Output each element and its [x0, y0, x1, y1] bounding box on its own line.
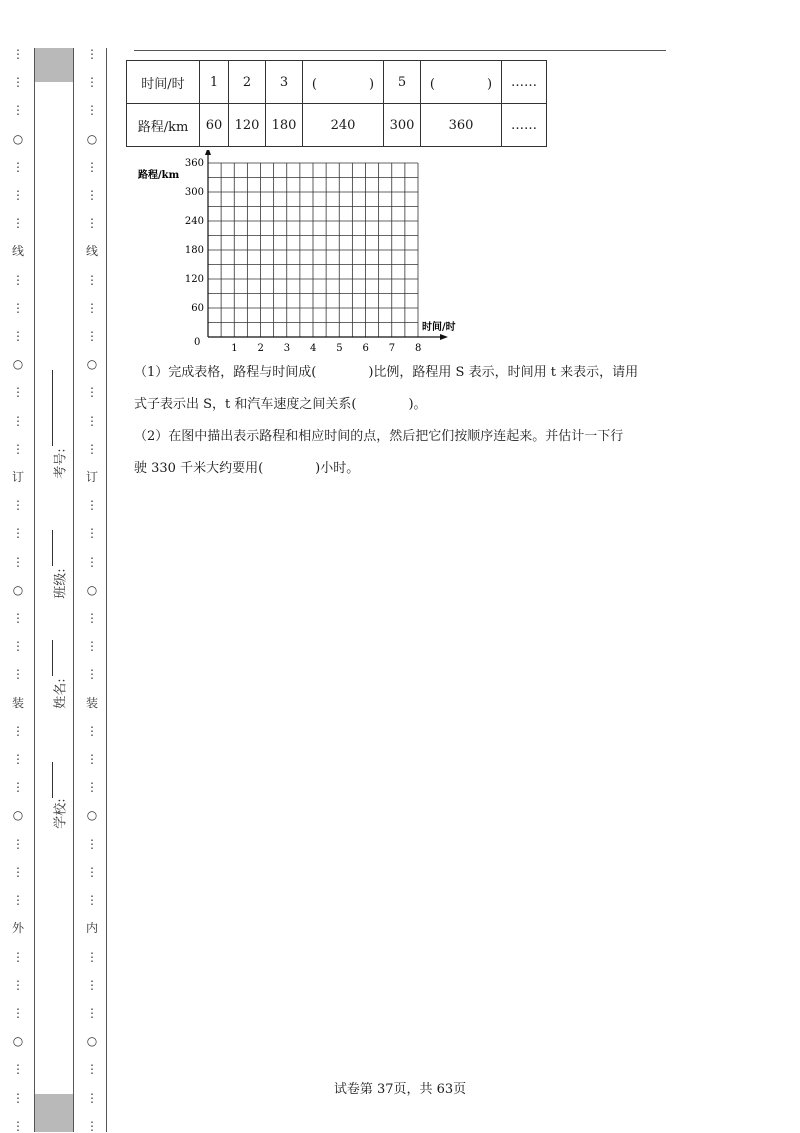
margin-dot: ⋮	[86, 413, 98, 428]
inner-margin-mark: ○	[86, 582, 98, 597]
name-blank[interactable]	[52, 640, 53, 676]
y-tick-label: 240	[184, 216, 204, 227]
margin-dot: ⋮	[86, 216, 98, 231]
exam-number-label: 考号:	[53, 448, 69, 479]
y-tick-label: 120	[184, 274, 204, 285]
margin-dot: ⋮	[86, 639, 98, 654]
x-tick-label: 4	[310, 343, 317, 354]
margin-dot: ⋮	[12, 441, 24, 456]
margin-dot: ⋮	[12, 977, 24, 992]
margin-dot: ⋮	[12, 1005, 24, 1020]
origin-label: 0	[194, 337, 201, 348]
margin-dot: ⋮	[12, 75, 24, 90]
margin-dot: ⋮	[12, 159, 24, 174]
outer-margin-mark: 外	[11, 921, 24, 936]
class-label: 班级:	[53, 568, 69, 599]
margin-dot: ⋮	[12, 780, 24, 795]
school-blank[interactable]	[52, 762, 53, 798]
margin-dot: ⋮	[12, 639, 24, 654]
outer-margin-mark: ○	[12, 582, 24, 597]
table-cell: 3	[266, 61, 303, 104]
inner-binding-margin	[82, 48, 102, 1132]
name-field[interactable]	[36, 650, 70, 730]
gray-block-top	[35, 48, 73, 82]
margin-dot: ⋮	[12, 554, 24, 569]
margin-dot: ⋮	[86, 780, 98, 795]
outer-margin-mark: 订	[11, 470, 24, 485]
table-cell: 300	[384, 104, 421, 147]
margin-dot: ⋮	[86, 1005, 98, 1020]
y-tick-label: 300	[184, 187, 204, 198]
margin-dot: ⋮	[86, 1062, 98, 1077]
x-axis-arrow	[440, 334, 448, 340]
outer-margin-mark: ○	[12, 808, 24, 823]
outer-binding-margin	[8, 48, 28, 1132]
margin-dot: ⋮	[86, 441, 98, 456]
x-tick-label: 3	[283, 343, 291, 354]
x-tick-label: 6	[362, 343, 369, 354]
x-tick-label: 5	[336, 343, 343, 354]
margin-dot: ⋮	[12, 752, 24, 767]
inner-margin-mark: ○	[86, 1034, 98, 1049]
margin-dot: ⋮	[86, 611, 98, 626]
margin-dot: ⋮	[86, 836, 98, 851]
margin-dot: ⋮	[86, 498, 98, 513]
x-tick-label: 1	[231, 343, 238, 354]
margin-dot: ⋮	[12, 413, 24, 428]
margin-dot: ⋮	[86, 949, 98, 964]
table-cell: 5	[384, 61, 421, 104]
table-cell: ……	[502, 104, 547, 147]
margin-dot: ⋮	[12, 272, 24, 287]
margin-dot: ⋮	[12, 300, 24, 315]
margin-dot: ⋮	[12, 893, 24, 908]
margin-dot: ⋮	[86, 1118, 98, 1133]
margin-dot: ⋮	[86, 977, 98, 992]
margin-dot: ⋮	[86, 526, 98, 541]
inner-dot-column	[82, 48, 102, 1132]
y-tick-label: 60	[191, 303, 204, 314]
margin-dot: ⋮	[86, 893, 98, 908]
y-axis-arrow	[205, 150, 211, 155]
margin-dot: ⋮	[86, 667, 98, 682]
question-2-line-2: 驶 330 千米大约要用( )小时。	[134, 461, 360, 476]
gray-block-bottom	[35, 1094, 73, 1132]
outer-margin-mark: ○	[12, 131, 24, 146]
margin-dot: ⋮	[12, 216, 24, 231]
margin-dot: ⋮	[86, 159, 98, 174]
name-label: 姓名:	[53, 678, 69, 709]
table-cell: 360	[421, 104, 502, 147]
margin-dot: ⋮	[12, 526, 24, 541]
margin-dot: ⋮	[12, 1062, 24, 1077]
margin-dot: ⋮	[86, 75, 98, 90]
margin-dot: ⋮	[86, 188, 98, 203]
margin-dot: ⋮	[86, 385, 98, 400]
margin-dot: ⋮	[12, 836, 24, 851]
inner-margin-mark: ○	[86, 808, 98, 823]
margin-dot: ⋮	[12, 103, 24, 118]
table-cell: 240	[303, 104, 384, 147]
question-1-line-2: 式子表示出 S，t 和汽车速度之间关系( )。	[134, 397, 427, 412]
margin-dot: ⋮	[12, 864, 24, 879]
margin-dot: ⋮	[12, 385, 24, 400]
outer-margin-mark: 线	[11, 244, 24, 259]
y-axis-label: 路程/km	[138, 170, 180, 181]
question-2-line-1: （2）在图中描出表示路程和相应时间的点，然后把它们按顺序连起来。并估计一下行	[134, 429, 624, 444]
margin-dot: ⋮	[86, 103, 98, 118]
question-1-line-1: （1）完成表格，路程与时间成( )比例，路程用 S 表示，时间用 t 来表示，请用	[134, 365, 639, 380]
margin-dot: ⋮	[86, 1090, 98, 1105]
inner-margin-mark: 装	[85, 695, 98, 710]
margin-dot: ⋮	[12, 329, 24, 344]
inner-margin-mark: ○	[86, 357, 98, 372]
exam-number-field[interactable]	[36, 420, 70, 500]
margin-dot: ⋮	[12, 949, 24, 964]
y-tick-label: 360	[184, 158, 204, 169]
margin-dot: ⋮	[86, 723, 98, 738]
outer-margin-mark: ○	[12, 357, 24, 372]
x-tick-label: 8	[415, 343, 422, 354]
x-axis-label: 时间/时	[422, 322, 456, 333]
page-footer: 试卷第 37页，共 63页	[333, 1082, 467, 1097]
margin-rule	[106, 48, 107, 1132]
margin-dot: ⋮	[86, 300, 98, 315]
distance-time-grid[interactable]	[130, 150, 470, 355]
grid-lines	[208, 163, 418, 337]
table-blank-cell[interactable]: ( )	[303, 61, 384, 104]
margin-dot: ⋮	[86, 752, 98, 767]
margin-dot: ⋮	[86, 864, 98, 879]
inner-margin-mark: 内	[85, 921, 98, 936]
margin-dot: ⋮	[86, 329, 98, 344]
tick-labels	[185, 158, 421, 354]
margin-dot: ⋮	[12, 723, 24, 738]
margin-dot: ⋮	[12, 1118, 24, 1133]
margin-dot: ⋮	[86, 272, 98, 287]
header-rule	[134, 50, 666, 51]
table-cell: 60	[200, 104, 229, 147]
x-tick-label: 2	[257, 343, 264, 354]
school-field[interactable]	[36, 770, 70, 850]
table-cell: 180	[266, 104, 303, 147]
exam-number-blank[interactable]	[52, 370, 53, 446]
margin-dot: ⋮	[12, 667, 24, 682]
outer-margin-mark: 装	[11, 695, 24, 710]
school-label: 学校:	[53, 798, 69, 829]
margin-dot: ⋮	[12, 47, 24, 61]
y-tick-label: 180	[184, 245, 204, 256]
table-header-distance: 路程/km	[127, 104, 200, 147]
margin-dot: ⋮	[12, 1090, 24, 1105]
x-tick-label: 7	[388, 343, 396, 354]
class-blank[interactable]	[52, 530, 53, 566]
margin-dot: ⋮	[12, 611, 24, 626]
student-info	[36, 330, 70, 850]
inner-margin-mark: ○	[86, 131, 98, 146]
margin-dot: ⋮	[12, 498, 24, 513]
table-blank-cell[interactable]: ( )	[421, 61, 502, 104]
outer-dot-column	[8, 48, 28, 1132]
table-cell: 1	[200, 61, 229, 104]
table-cell: 120	[229, 104, 266, 147]
table-header-time: 时间/时	[127, 61, 200, 104]
margin-dot: ⋮	[12, 188, 24, 203]
table-row-distance	[127, 104, 547, 147]
table-row-time	[127, 61, 547, 104]
class-field[interactable]	[36, 540, 70, 620]
inner-margin-mark: 订	[85, 470, 98, 485]
margin-dot: ⋮	[86, 554, 98, 569]
table-cell: 2	[229, 61, 266, 104]
inner-margin-mark: 线	[85, 244, 98, 259]
margin-dot: ⋮	[86, 47, 98, 61]
table-cell: ……	[502, 61, 547, 104]
outer-margin-mark: ○	[12, 1034, 24, 1049]
time-distance-table	[126, 60, 547, 147]
